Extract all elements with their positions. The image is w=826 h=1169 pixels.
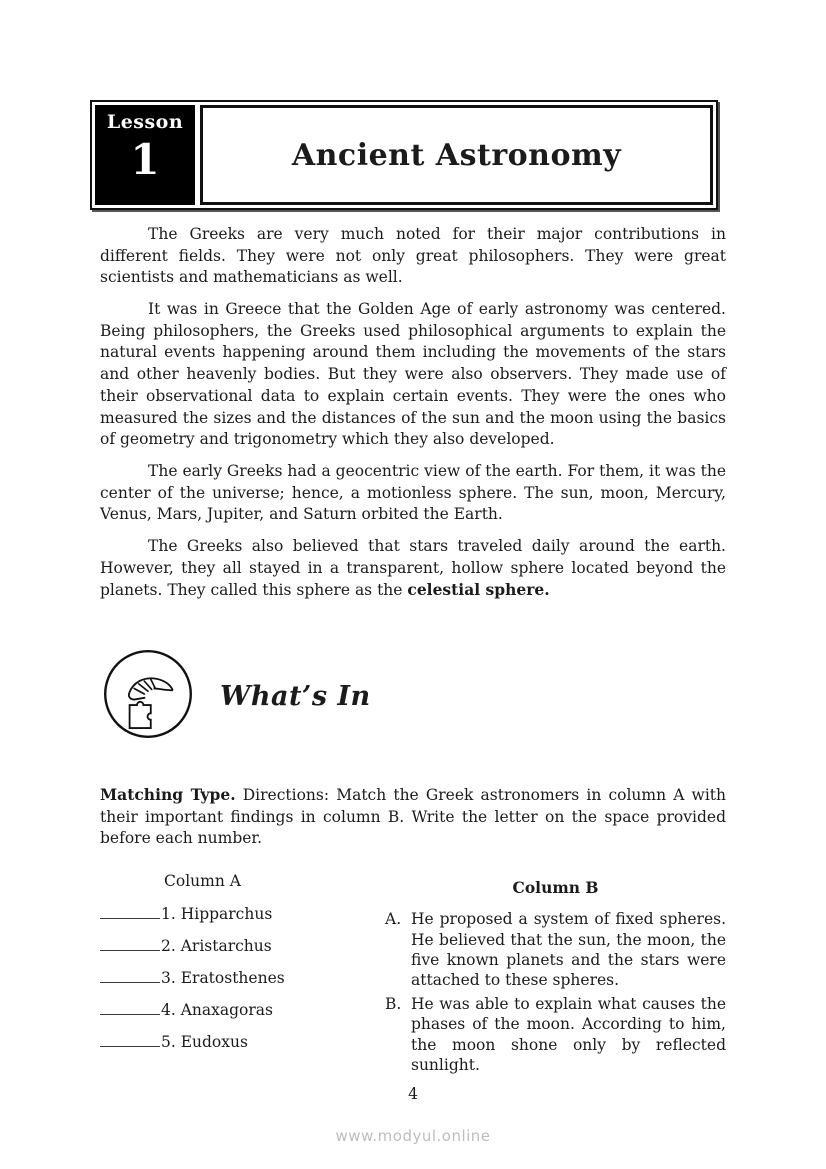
column-b-item-text: He was able to explain what causes the phases of the moon. According to him, the moon shone only by reflected sunlight.: [411, 994, 726, 1075]
matching-type-label: Matching Type.: [100, 785, 236, 804]
column-b-item-text: He proposed a system of fixed spheres. He believed that the sun, the moon, the five known planets and the stars were attached to these spheres.: [411, 910, 726, 990]
column-a-item-label: 3. Eratosthenes: [161, 968, 285, 987]
answer-blank: [100, 904, 160, 919]
whats-in-section-header: [102, 648, 726, 744]
column-b-item-letter: A.: [385, 910, 402, 929]
list-item: [385, 994, 726, 1076]
column-a-item-label: 1. Hipparchus: [161, 905, 273, 924]
column-b-header: Column B: [512, 878, 599, 898]
paragraph-2: It was in Greece that the Golden Age of early astronomy was centered. Being philosophers, the Greeks used philosophical arguments to explain the natural events happening around them including the movements of the stars and other heavenly bodies. But they were also observers. They made use of their observational data to explain certain events. They were the ones who measured the sizes and the distances of the sun and the moon using the basics of geometry and trigonometry which they also developed.: [100, 300, 726, 449]
column-a-item-label: 5. Eudoxus: [161, 1032, 248, 1051]
lesson-title-box: [200, 105, 713, 205]
lesson-badge: [95, 105, 195, 205]
lesson-number: 1: [130, 135, 160, 184]
answer-blank: [100, 936, 160, 951]
section-title-whats-in: What’s In: [220, 680, 371, 712]
page-number: 4: [408, 1085, 418, 1103]
watermark: www.modyul.online: [335, 1127, 491, 1145]
celestial-sphere-term: celestial sphere.: [407, 580, 550, 600]
matching-columns: [100, 872, 726, 1079]
hand-puzzle-icon: [102, 648, 194, 744]
list-item: [100, 968, 385, 989]
paragraph-1: The Greeks are very much noted for their major contributions in different fields. They were not only great philosophers. They were great scientists and mathematicians as well.: [100, 225, 726, 287]
list-item: [100, 1000, 385, 1021]
matching-directions: [100, 784, 726, 850]
answer-blank: [100, 968, 160, 983]
list-item: [385, 909, 726, 991]
list-item: [100, 1032, 385, 1053]
paragraph-3: The early Greeks had a geocentric view of the earth. For them, it was the center of the universe; hence, a motionless sphere. The sun, moon, Mercury, Venus, Mars, Jupiter, and Saturn orbited the Earth.: [100, 461, 726, 524]
lesson-header: [90, 100, 718, 210]
list-item: [100, 904, 385, 925]
matching-directions-text: Directions: Match the Greek astronomers in column A with their important findings in column B. Write the letter on the space provided before each number.: [100, 786, 726, 848]
column-a-header: Column A: [164, 872, 241, 891]
paragraph-4-text: The Greeks also believed that stars traveled daily around the earth. However, they all stayed in a transparent, hollow sphere located beyond the planets. They called this sphere as the: [100, 536, 726, 600]
page-title: Ancient Astronomy: [291, 137, 622, 173]
list-item: [100, 936, 385, 957]
lesson-label: Lesson: [106, 111, 184, 133]
answer-blank: [100, 1000, 160, 1015]
column-a-item-label: 2. Aristarchus: [161, 936, 272, 955]
column-a-item-label: 4. Anaxagoras: [161, 1000, 273, 1019]
intro-section: [100, 224, 726, 602]
paragraph-4: [100, 536, 726, 602]
column-b: [385, 872, 726, 1079]
answer-blank: [100, 1032, 160, 1047]
column-b-item-letter: B.: [385, 994, 402, 1013]
column-a: [100, 872, 385, 1064]
